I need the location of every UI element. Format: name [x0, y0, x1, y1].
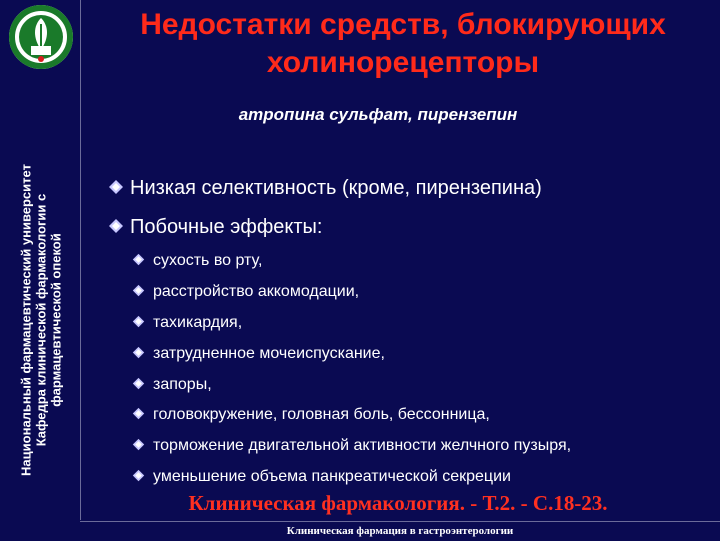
sub-list-item-text: торможение двигательной активности желчного пузыря, [153, 437, 572, 454]
diamond-bullet-icon [132, 469, 145, 482]
sub-list-item [132, 468, 511, 486]
diamond-bullet-icon [132, 377, 145, 390]
sub-list-item-text: уменьшение объема панкреатической секреции [153, 468, 511, 485]
diamond-bullet-icon [132, 284, 145, 297]
caption-line: Кафедра клинической фармакологии с [33, 193, 49, 447]
sub-list-item [132, 406, 490, 424]
university-emblem-icon [8, 4, 74, 70]
slide-footer: Клиническая фармация в гастроэнтерологии [80, 521, 720, 541]
sub-list-item-text: затрудненное мочеиспускание, [153, 345, 385, 362]
sub-list-item [132, 283, 359, 301]
sub-list-item-text: головокружение, головная боль, бессонница, [153, 406, 490, 423]
slide-title: Недостатки средств, блокирующих холинорецепторы [140, 8, 666, 79]
sub-list-item [132, 345, 385, 363]
caption-line: Национальный фармацевтический университет [18, 164, 34, 476]
slide-subtitle: атропина сульфат, пирензепин [238, 105, 518, 124]
literature-reference: Клиническая фармакология. - Т.2. - С.18-23. [188, 491, 608, 515]
sub-list-item [132, 314, 242, 332]
diamond-bullet-icon [132, 253, 145, 266]
diamond-bullet-icon [132, 346, 145, 359]
sub-list-item-text: тахикардия, [153, 314, 243, 331]
sub-list-item-text: расстройство аккомодации, [153, 283, 360, 300]
sub-list-item [132, 252, 262, 270]
list-item-text: Низкая селективность (кроме, пирензепина) [130, 177, 542, 199]
sub-list-item [132, 376, 212, 394]
left-sidebar [0, 0, 81, 520]
diamond-bullet-icon [132, 438, 145, 451]
university-caption [5, 124, 77, 516]
list-item [108, 177, 542, 200]
diamond-bullet-icon [108, 179, 124, 195]
sub-list-item [132, 437, 571, 455]
sub-list-item-text: запоры, [153, 376, 212, 393]
diamond-bullet-icon [132, 407, 145, 420]
diamond-bullet-icon [108, 218, 124, 234]
list-item [108, 216, 322, 239]
caption-line: фармацевтической опекой [48, 233, 64, 407]
sub-list-item-text: сухость во рту, [153, 252, 263, 269]
diamond-bullet-icon [132, 315, 145, 328]
list-item-text: Побочные эффекты: [130, 216, 323, 238]
